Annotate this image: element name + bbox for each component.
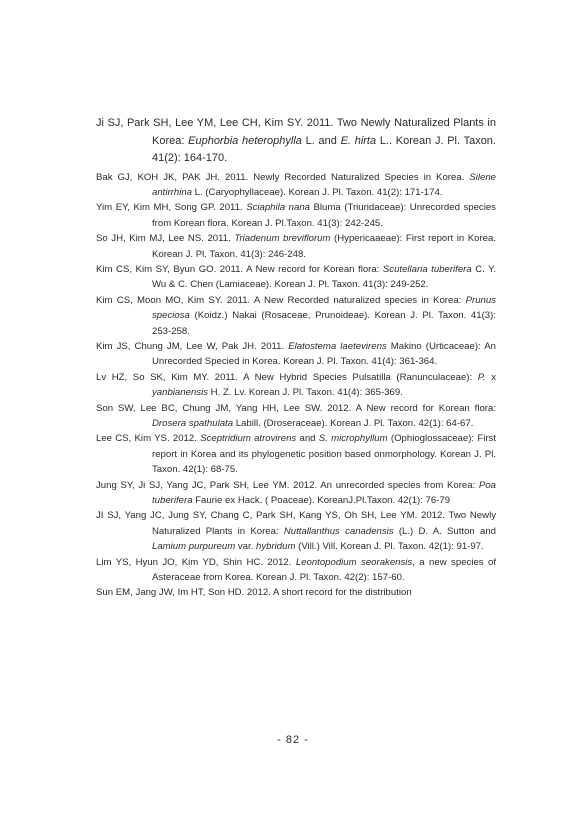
reference-entry (96, 555, 496, 586)
reference-list (96, 115, 496, 601)
reference-text: C. Y. Wu & C. Chen (Lamiaceae). Korean J. Pl. Taxon. 41(3): 249-252. (152, 263, 496, 291)
species-name: Euphorbia heterophylla (188, 134, 302, 147)
reference-text: Kim CS, Moon MO, Kim SY. 2011. A New Recorded naturalized species in Korea: (96, 294, 466, 306)
reference-text: Kim JS, Chung JM, Lee W, Pak JH. 2011. (96, 340, 289, 352)
reference-text: So JH, Kim MJ, Lee NS. 2011. (96, 233, 235, 245)
reference-text: H. Z. Lv. Korean J. Pl. Taxon. 41(4): 365-369. (208, 387, 403, 399)
species-name: Nuttallanthus canadensis (283, 525, 394, 537)
reference-text: (Ophioglossaceae): First report in Korea and its phylogenetic position based onmorphology. Korean J. Pl. Taxon. 42(1): 68-75. (152, 433, 496, 476)
species-name: Drosera spathulata (152, 418, 234, 429)
reference-text: Makino (Urticaceae): An Unrecorded Specied in Korea. Korean J. Pl. Taxon. 41(4): 361-364. (152, 340, 496, 368)
species-name: hybridum (255, 541, 296, 553)
reference-entry (96, 231, 496, 262)
reference-text: Kim CS, Kim SY, Byun GO. 2011. A New record for Korean flora: (96, 263, 383, 275)
reference-text: Lim YS, Hyun JO, Kim YD, Shin HC. 2012. (96, 556, 296, 568)
reference-text: , a new species of Asteraceae from Korea. Korean J. Pl. Taxon. 42(2): 157-60. (152, 556, 496, 584)
species-name: yanbianensis (152, 387, 209, 399)
reference-entry (96, 170, 496, 201)
species-name: Silene antirrhina (152, 171, 496, 198)
reference-text: var. (235, 541, 256, 553)
reference-text: Faurie ex Hack. ( Poaceae). KoreanJ.Pl.Taxon. 42(1): 76-79 (192, 495, 451, 507)
reference-text: L.. Korean J. Pl. Taxon. 41(2): 164-170. (152, 134, 496, 164)
reference-text: (Hypericaaeae): First report in Korea. Korean J. Pl. Taxon. 41(3): 246-248. (152, 233, 496, 260)
reference-entry (96, 431, 496, 477)
reference-text: Lv HZ, So SK, Kim MY. 2011. A New Hybrid Species Pulsatilla (Ranunculaceae): (96, 371, 478, 383)
reference-entry (96, 200, 496, 231)
reference-text: Jung SY, Ji SJ, Yang JC, Park SH, Lee YM. 2012. An unrecorded species from Korea: (96, 479, 479, 491)
species-name: Sciaphila nana (246, 202, 310, 214)
species-name: Poa tuberifera (152, 479, 496, 507)
reference-text: Son SW, Lee BC, Chung JM, Yang HH, Lee SW. 2012. A New record for Korean flora: (96, 402, 496, 414)
reference-text: Bluma (Triuridaceae): Unrecorded species from Korean flora. Korean J. Pl.Taxon. 41(3): 242-245. (152, 202, 496, 229)
reference-entry (96, 262, 496, 293)
page-number: - 82 - (277, 734, 309, 746)
reference-text: (Koidz.) Nakai (Rosaceae, Prunoideae). Korean J. Pl. Taxon. 41(3): 253-258. (152, 310, 496, 337)
reference-entry (96, 115, 496, 168)
species-name: Lamium purpureum (152, 541, 236, 553)
reference-text: L. (Caryophyllaceae). Korean J. Pl. Taxon. 41(2): 171-174. (192, 186, 443, 198)
reference-entry (96, 293, 496, 339)
species-name: Elatostema laetevirens (288, 340, 387, 352)
reference-text: x (485, 371, 496, 383)
species-name: E. hirta (340, 134, 377, 147)
reference-text: Sun EM, Jang JW, Im HT, Son HD. 2012. A short record for the distribution (96, 587, 412, 599)
reference-text: (Vill.) Vill. Korean J. Pl. Taxon. 42(1): 91-97. (295, 541, 484, 553)
reference-entry (96, 585, 496, 600)
species-name: Leontopodium seorakensis (295, 556, 413, 568)
reference-entry (96, 339, 496, 370)
reference-entry (96, 478, 496, 509)
reference-text: Labill. (Droseraceae). Korean J. Pl. Taxon. 42(1): 64-67. (233, 418, 474, 429)
reference-text: Yim EY, Kim MH, Song GP. 2011. (96, 202, 247, 214)
species-name: Triadenum breviflorum (234, 233, 331, 245)
reference-text: (L.) D. A. Sutton and (393, 525, 497, 537)
species-name: Prunus speciosa (152, 294, 496, 322)
reference-text: and (296, 433, 319, 445)
reference-entry (96, 401, 496, 432)
reference-entry (96, 508, 496, 554)
reference-text: L. and (301, 134, 341, 147)
species-name: Sceptridium atrovirens (200, 433, 297, 445)
species-name: P. (477, 371, 486, 383)
reference-text: Bak GJ, KOH JK, PAK JH. 2011. Newly Recorded Naturalized Species in Korea. (96, 171, 470, 183)
species-name: S. microphyllum (318, 433, 388, 445)
species-name: Scutellaria tuberifera (382, 263, 472, 275)
reference-text: JI SJ, Yang JC, Jung SY, Chang C, Park SH, Kang YS, Oh SH, Lee YM. 2012. Two Newly Naturalized Plants in Korea: (96, 510, 496, 537)
reference-text: Lee CS, Kim YS. 2012. (96, 433, 201, 445)
reference-entry (96, 370, 496, 401)
reference-text: Ji SJ, Park SH, Lee YM, Lee CH, Kim SY. 2011. Two Newly Naturalized Plants in Korea: (96, 117, 496, 147)
